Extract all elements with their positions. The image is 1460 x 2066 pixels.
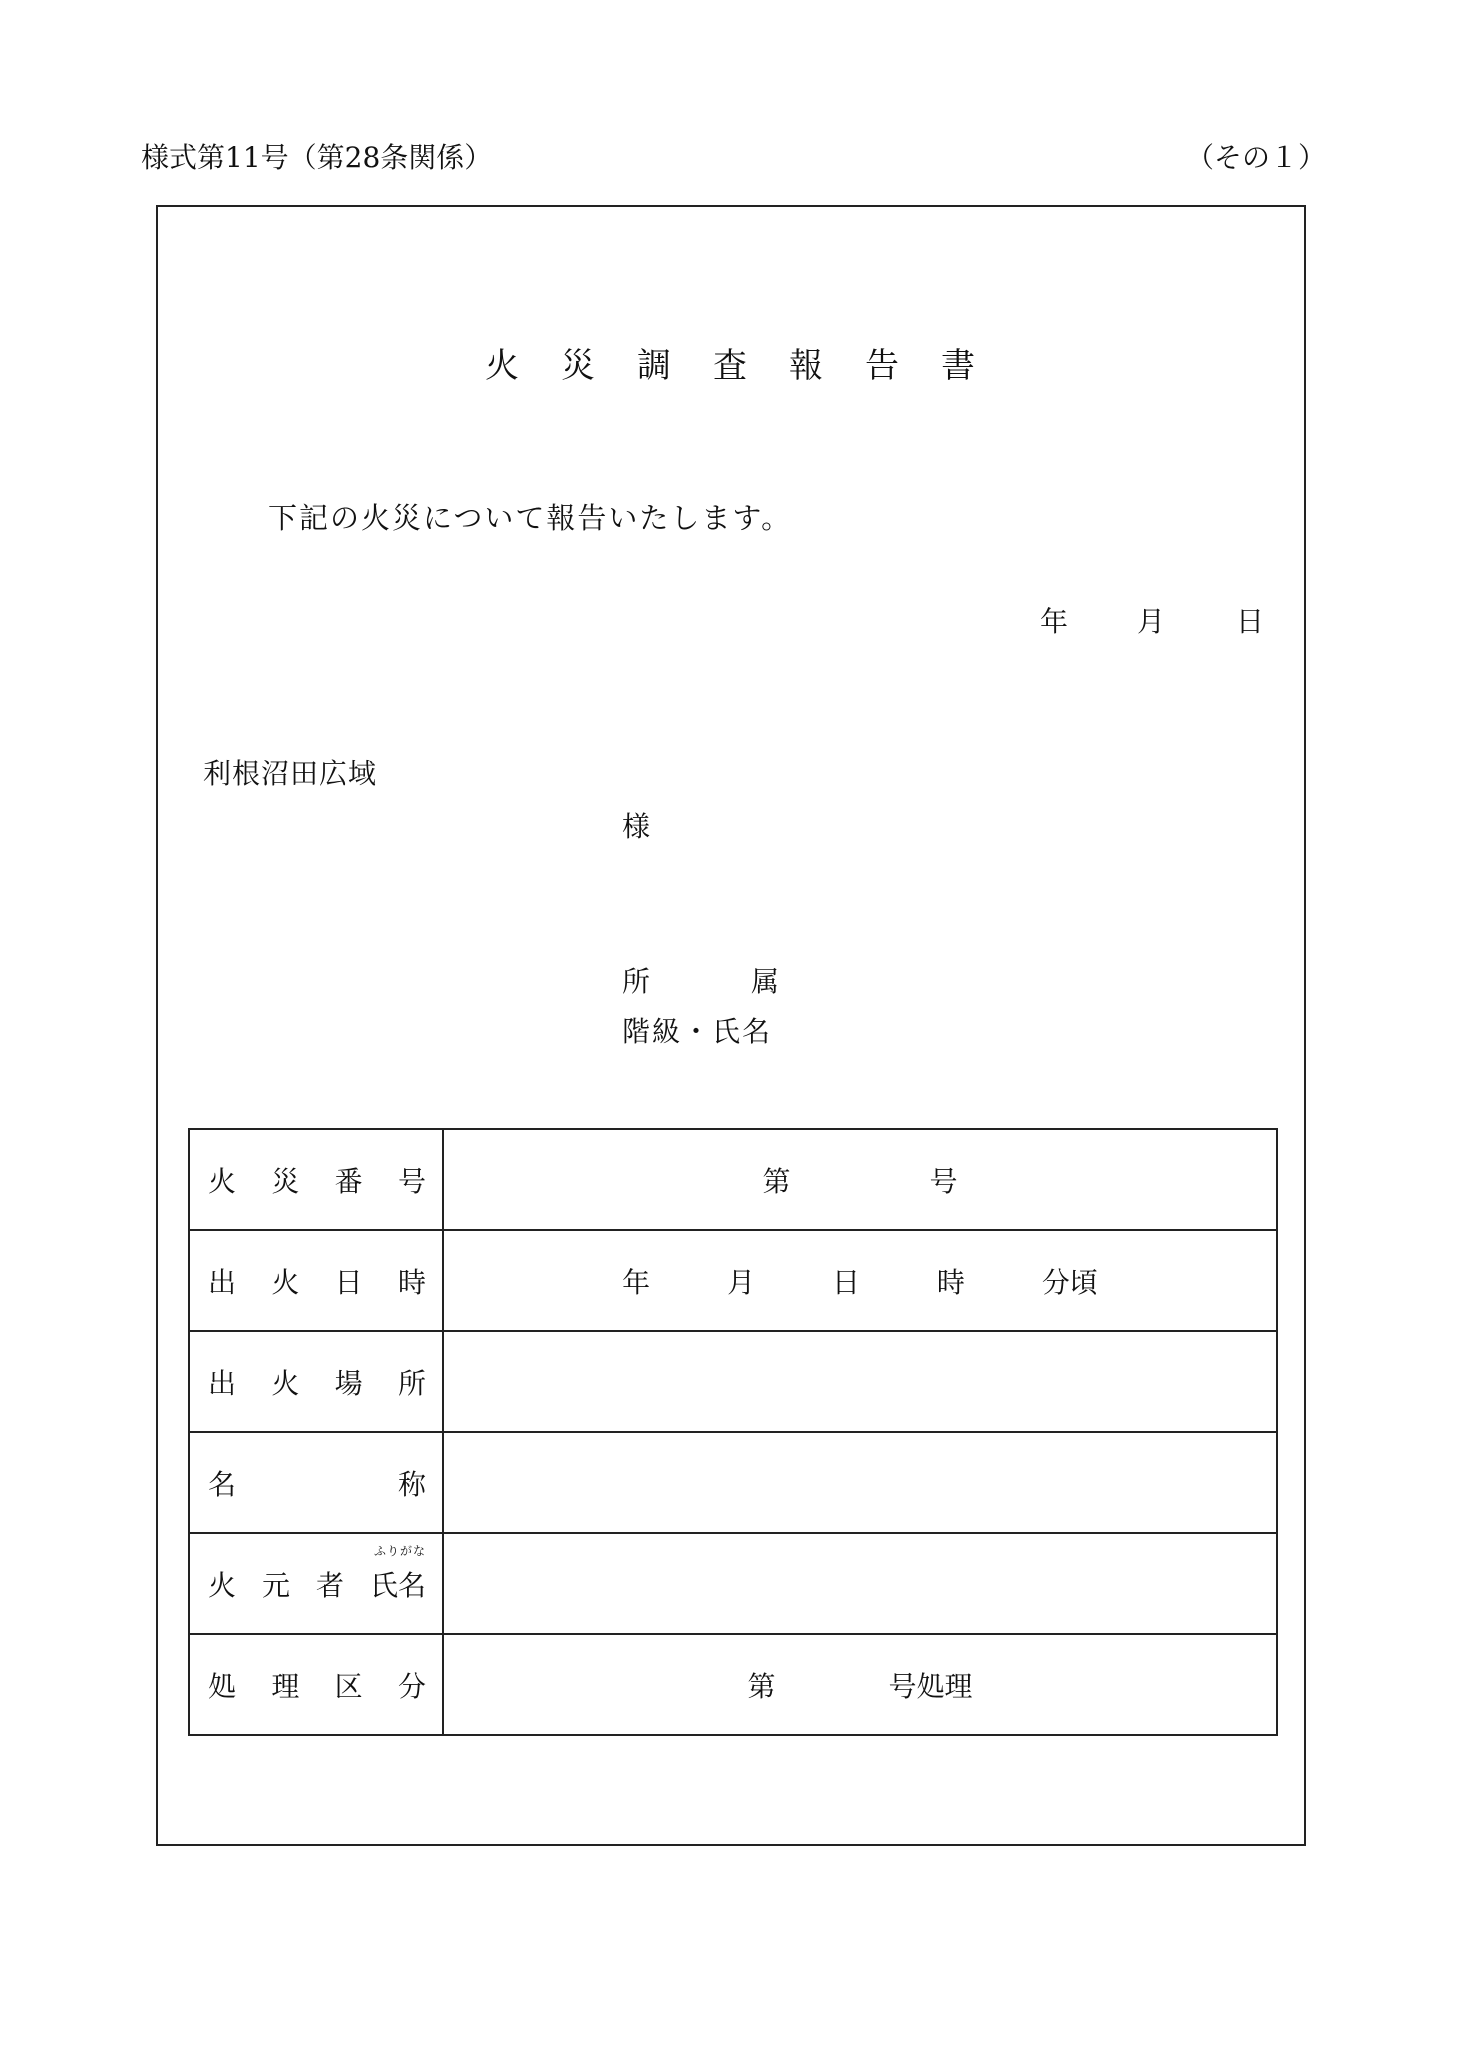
label-char: 氏: [369, 1568, 398, 1602]
value-part: 日: [831, 1265, 860, 1299]
row-label-source-person: [189, 1533, 443, 1634]
value-part: 月: [727, 1265, 756, 1299]
addressee: 利根沼田広域: [203, 757, 378, 790]
value-part: 号処理: [888, 1669, 973, 1703]
value-part: 分頃: [1041, 1265, 1098, 1299]
table-row: [189, 1533, 1277, 1634]
row-label-fire-number: [189, 1129, 443, 1230]
name-field[interactable]: [443, 1432, 1277, 1533]
furigana-label: ふりがな: [373, 1543, 426, 1558]
table-row: [189, 1129, 1277, 1230]
value-part: 第: [747, 1669, 776, 1703]
label-char: 日: [334, 1265, 363, 1299]
value-part: 第: [762, 1164, 791, 1198]
date-day-label: 日: [1236, 605, 1265, 638]
label-char: 火: [208, 1568, 237, 1602]
label-char: 災: [271, 1164, 300, 1198]
furigana-group: [369, 1543, 426, 1604]
outbreak-datetime-field[interactable]: [443, 1230, 1277, 1331]
row-label-outbreak-location: [189, 1331, 443, 1432]
honorific: 様: [622, 810, 651, 843]
label-char: 火: [208, 1164, 237, 1198]
fire-number-field[interactable]: [443, 1129, 1277, 1230]
table-row: [189, 1331, 1277, 1432]
label-char: 区: [334, 1669, 363, 1703]
disposition-field[interactable]: [443, 1634, 1277, 1735]
label-char: 分: [397, 1669, 426, 1703]
rank-name-label: 階級・氏名: [622, 1015, 773, 1048]
label-char: 処: [208, 1669, 237, 1703]
label-char: 称: [397, 1467, 426, 1501]
label-char: 号: [397, 1164, 426, 1198]
row-label-disposition: [189, 1634, 443, 1735]
label-char: 番: [334, 1164, 363, 1198]
label-char: 名: [208, 1467, 237, 1501]
label-char: 火: [271, 1265, 300, 1299]
label-char: 所: [397, 1366, 426, 1400]
label-char: 名: [397, 1568, 426, 1602]
document-title: 火災調査報告書: [485, 346, 1017, 386]
row-label-name: [189, 1432, 443, 1533]
label-char: 時: [397, 1265, 426, 1299]
fire-info-table: [188, 1128, 1278, 1736]
label-char: 出: [208, 1265, 237, 1299]
affiliation-label-2: 属: [751, 965, 780, 998]
row-label-outbreak-datetime: [189, 1230, 443, 1331]
label-char: 理: [271, 1669, 300, 1703]
label-char: 場: [334, 1366, 363, 1400]
source-person-field[interactable]: [443, 1533, 1277, 1634]
table-row: [189, 1230, 1277, 1331]
sheet-number: （その１）: [1186, 141, 1327, 174]
label-char: 者: [315, 1568, 344, 1602]
label-char: 元: [261, 1568, 290, 1602]
outbreak-location-field[interactable]: [443, 1331, 1277, 1432]
label-char: 出: [208, 1366, 237, 1400]
label-char: 火: [271, 1366, 300, 1400]
table-row: [189, 1432, 1277, 1533]
form-number: 様式第11号（第28条関係）: [141, 141, 493, 174]
date-year-label: 年: [1040, 605, 1069, 638]
table-row: [189, 1634, 1277, 1735]
date-month-label: 月: [1137, 605, 1166, 638]
value-part: 号: [929, 1164, 958, 1198]
intro-text: 下記の火災について報告いたします。: [268, 501, 793, 535]
affiliation-label-1: 所: [622, 965, 651, 998]
value-part: 時: [936, 1265, 965, 1299]
value-part: 年: [622, 1265, 651, 1299]
